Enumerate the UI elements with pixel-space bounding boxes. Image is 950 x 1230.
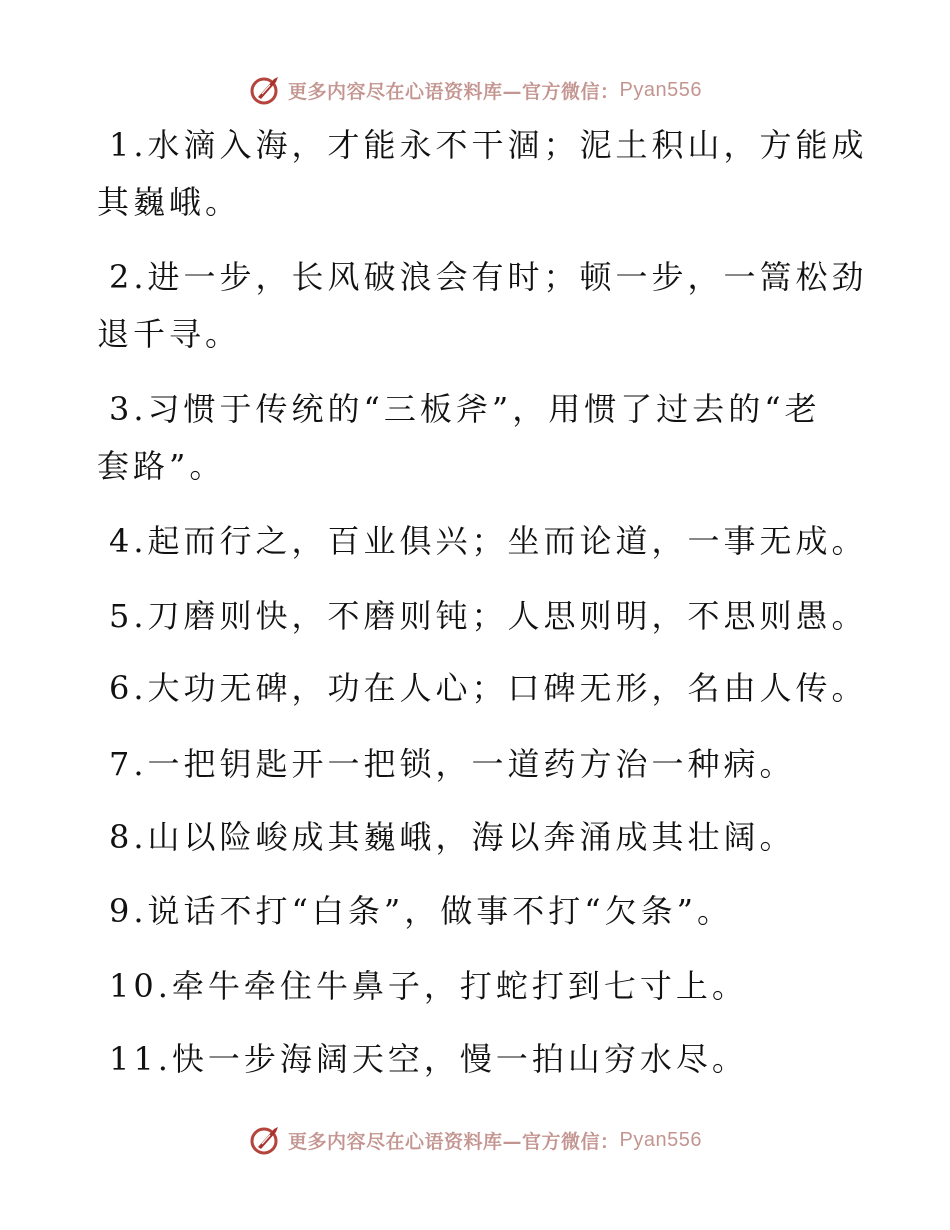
list-item — [97, 381, 837, 495]
item-text: 7.一把钥匙开一把锁，一道药方治一种病。 — [109, 745, 796, 783]
list-item — [97, 117, 868, 231]
watermark-handle: Pyan556 — [619, 78, 702, 101]
item-text: 2.进一步，长风破浪会有时；顿一步，一篙松劲 — [109, 258, 868, 296]
list-item — [97, 660, 868, 717]
list-item — [97, 736, 837, 793]
quill-logo-icon — [248, 73, 282, 107]
list-item — [97, 1031, 837, 1088]
watermark-text: 更多内容尽在心语资料库—官方微信： — [288, 80, 620, 103]
item-text: 5.刀磨则快，不磨则钝；人思则明，不思则愚。 — [109, 597, 868, 635]
item-text: 11.快一步海阔天空，慢一拍山穷水尽。 — [109, 1040, 748, 1078]
item-text-continued: 退千寻。 — [97, 315, 242, 353]
watermark-text: 更多内容尽在心语资料库—官方微信： — [288, 1130, 620, 1153]
header-watermark — [0, 70, 950, 110]
watermark-handle: Pyan556 — [619, 1128, 702, 1151]
list-item — [97, 249, 868, 363]
item-text: 8.山以险峻成其巍峨，海以奔涌成其壮阔。 — [109, 818, 796, 856]
list-item — [97, 958, 837, 1015]
item-text: 4.起而行之，百业俱兴；坐而论道，一事无成。 — [109, 522, 868, 560]
quill-logo-icon — [248, 1123, 282, 1157]
item-text: 3.习惯于传统的“三板斧”，用惯了过去的“老 — [109, 390, 821, 428]
list-item — [97, 883, 837, 940]
item-text-continued: 套路”。 — [97, 447, 226, 485]
list-item — [97, 588, 868, 645]
item-text: 6.大功无碑，功在人心；口碑无形，名由人传。 — [109, 669, 868, 707]
item-text: 1.水滴入海，才能永不干涸；泥土积山，方能成 — [109, 126, 868, 164]
item-text: 9.说话不打“白条”，做事不打“欠条”。 — [109, 892, 733, 930]
footer-watermark — [0, 1120, 950, 1160]
list-item — [97, 513, 868, 570]
item-text-continued: 其巍峨。 — [97, 183, 242, 221]
list-item — [97, 809, 837, 866]
item-text: 10.牵牛牵住牛鼻子，打蛇打到七寸上。 — [109, 967, 748, 1005]
